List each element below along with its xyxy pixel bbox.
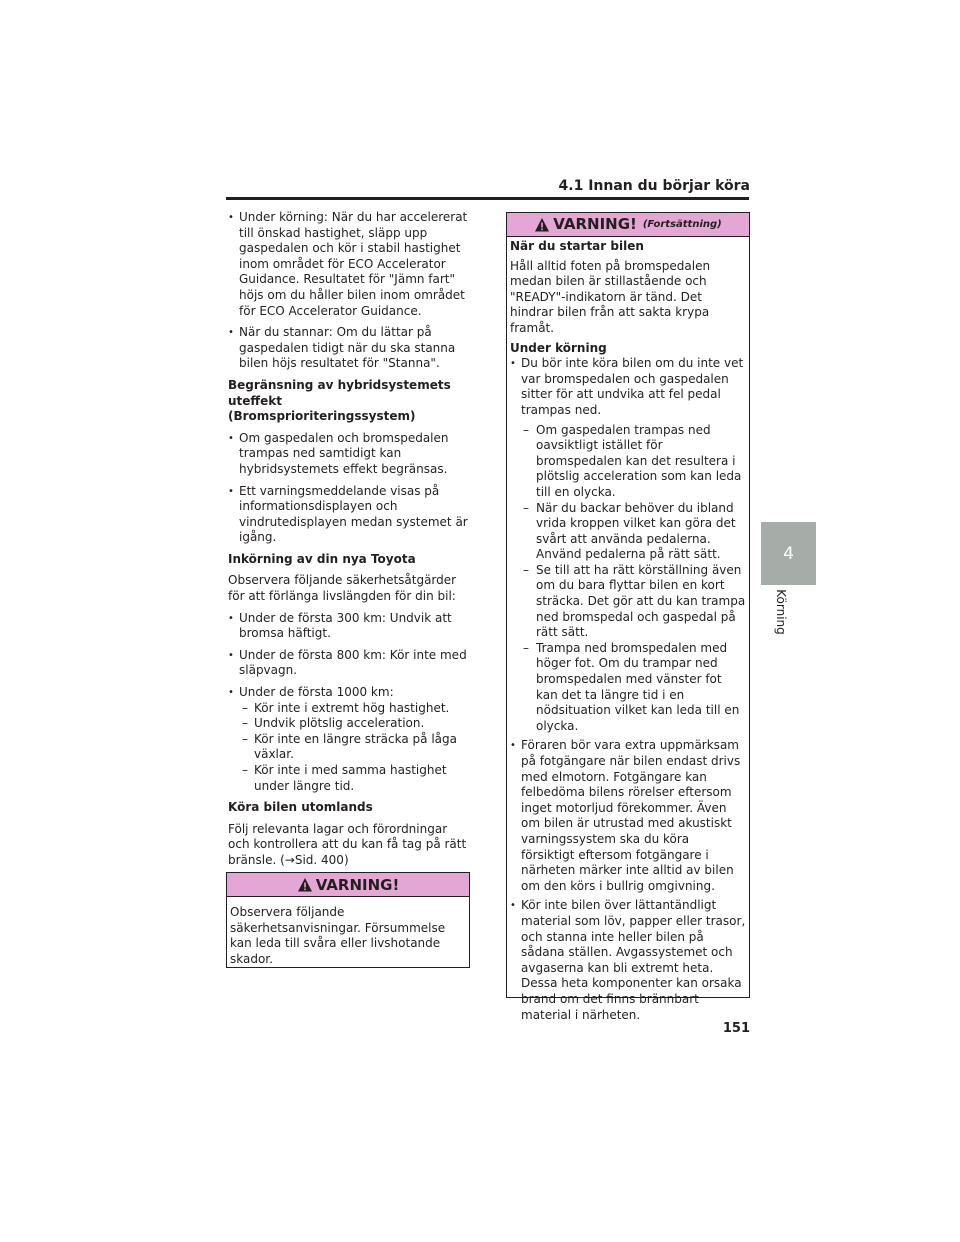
section-heading: Köra bilen utomlands (228, 800, 373, 815)
header-rule (226, 197, 749, 200)
section-title: 4.1 Innan du börjar köra (558, 178, 750, 194)
list-item: • Ett varningsmeddelande visas på informationsdisplayen och vindrutedisplayen medan systemet är igång. (228, 484, 472, 546)
paragraph: Observera följande säkerhetsåtgärder för att förlänga livslängden för din bil: (228, 573, 457, 604)
list-item: • Du bör inte köra bilen om du inte vet var bromspedalen och gaspedalen sitter för att undvika att fel pedal trampas ned. (510, 356, 746, 418)
list-item: • Under de första 300 km: Undvik att bromsa häftigt. (228, 611, 472, 642)
warning-header (507, 213, 749, 237)
warning-icon (534, 217, 550, 233)
warning-header (227, 873, 469, 897)
list-item: • Under de första 800 km: Kör inte med släpvagn. (228, 648, 472, 679)
paragraph: Håll alltid foten på bromspedalen medan bilen är stillastående och "READY"-indikatorn är tänd. Det hindrar bilen från att sakta krypa framåt. (510, 258, 711, 335)
section-heading: När du startar bilen (510, 239, 644, 253)
chapter-number: 4 (783, 543, 794, 564)
section-heading: Under körning (510, 340, 607, 355)
sub-list-item: – Om gaspedalen trampas ned oavsiktligt istället för bromspedalen kan det resultera i plötslig acceleration som kan leda till en olycka. (510, 423, 746, 501)
left-column (228, 210, 472, 875)
sub-list-item: – När du backar behöver du ibland vrida kroppen vilket kan göra det svårt att använda pedalerna. Använd pedalerna på rätt sätt. (510, 501, 746, 563)
warning-box-continued (506, 212, 750, 1022)
page-number: 151 (722, 1021, 750, 1036)
sub-list-item: – Trampa ned bromspedalen med höger fot. Om du trampar ned bromspedalen med vänster fot kan det ta längre tid i en nödsituation vilket kan leda till en olycka. (510, 641, 746, 735)
warning-icon (297, 877, 313, 893)
chapter-tab (761, 522, 816, 585)
warning-box (226, 872, 470, 968)
sub-list-item: – Undvik plötslig acceleration. (228, 716, 472, 732)
paragraph: Följ relevanta lagar och förordningar och kontrollera att du kan få tag på rätt bränsle. (→Sid. 400) (228, 821, 467, 867)
list-item: • Under de första 1000 km: (228, 685, 472, 701)
chapter-label: Körning (774, 589, 788, 635)
sub-list-item: – Se till att ha rätt körställning även om du bara flyttar bilen en kort sträcka. Det gör att du kan trampa ned bromspedal och gaspedal på rätt sätt. (510, 563, 746, 641)
list-item: • Om gaspedalen och bromspedalen trampas ned samtidigt kan hybridsystemets effekt begränsas. (228, 431, 472, 478)
sub-list-item: – Kör inte i extremt hög hastighet. (228, 701, 472, 717)
section-heading: Inkörning av din nya Toyota (228, 551, 416, 566)
warning-label: VARNING! (553, 214, 637, 233)
list-item: • Under körning: När du har accelererat till önskad hastighet, släpp upp gaspedalen och kör i stabil hastighet inom området för ECO Accelerator Guidance. Resultatet för "Jämn fart" höjs om du håller bilen inom området för ECO Accelerator Guidance. (228, 210, 472, 319)
warning-text: Observera följande säkerhetsanvisningar. Försummelse kan leda till svåra eller livshotande skador. (230, 905, 446, 966)
sub-list-item: – Kör inte en längre sträcka på låga växlar. (228, 732, 472, 763)
section-heading: Begränsning av hybridsystemets uteffekt (Bromsprioriteringssystem) (228, 377, 451, 424)
sub-list-item: – Kör inte i med samma hastighet under längre tid. (228, 763, 472, 794)
list-item: • När du stannar: Om du lättar på gaspedalen tidigt när du ska stanna bilen höjs resultatet för "Stanna". (228, 325, 472, 372)
warning-label: VARNING! (315, 875, 400, 894)
list-item: • Föraren bör vara extra uppmärksam på fotgängare när bilen endast drivs med elmotorn. Fotgängare kan felbedöma bilens rörelser eftersom inget motorljud förekommer. Även om bilen är utrustad med akustiskt varningssystem ska du köra försiktigt eftersom fotgängare i närheten märker inte alltid av bilen om den körs i bullrig omgivning. (510, 738, 746, 894)
list-item: • Kör inte bilen över lättantändligt material som löv, papper eller trasor, och stanna inte heller bilen på sådana ställen. Avgassystemet och avgaserna kan bli extremt heta. Dessa heta komponenter kan orsaka brand om det finns brännbart material i närheten. (510, 898, 746, 1023)
continuation-label: (Fortsättning) (642, 218, 722, 230)
